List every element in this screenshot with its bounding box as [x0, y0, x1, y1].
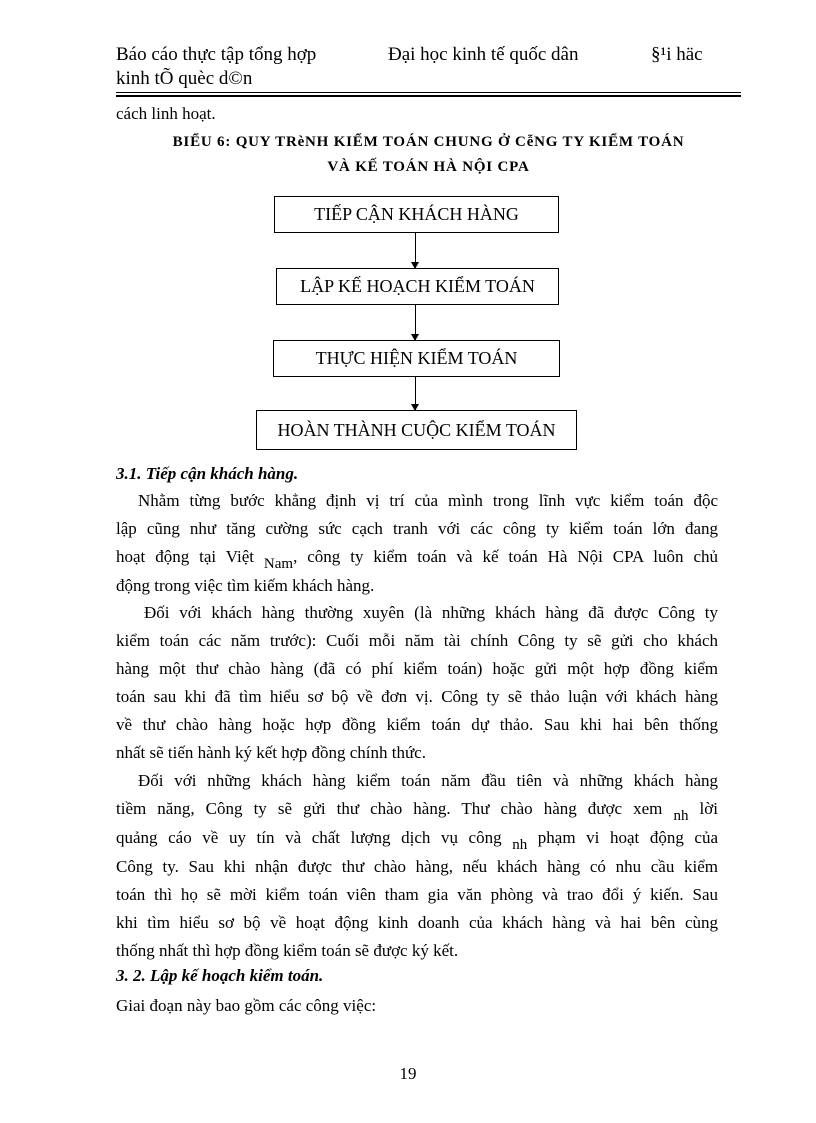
flow-arrow-3 [415, 376, 416, 410]
section-3-2-intro: Giai đoạn này bao gồm các công việc: [116, 996, 377, 1015]
p2-line-3: hàng một thư chào hàng (đã có phí kiểm toán) hoặc gửi một hợp đồng kiểm [116, 659, 718, 678]
p3-line-5: toán thì họ sẽ mời kiểm toán viên tham gia văn phòng và trao đổi ý kiến. Sau [116, 885, 718, 904]
header-right: §¹i häc [651, 44, 703, 65]
p3-line-6: khi tìm hiểu sơ bộ về hoạt động kinh doanh của khách hàng và hai bên cùng [116, 913, 718, 932]
p2-line-4: toán sau khi đã tìm hiểu sơ bộ về đơn vị. Công ty sẽ thảo luận với khách hàng [116, 687, 718, 706]
p1-line-3: hoạt động tại Việt Nam, công ty kiểm toán và kế toán Hà Nội CPA luôn chủ [116, 547, 718, 572]
p3-line-3: quảng cáo về uy tín và chất lượng dịch vụ công nh phạm vi hoạt động của [116, 828, 718, 853]
flow-arrow-1 [415, 232, 416, 268]
p2-line-1: Đối với khách hàng thường xuyên (là những khách hàng đã được Công ty [144, 603, 718, 622]
flow-step-2: LẬP KẾ HOẠCH KIỂM TOÁN [276, 268, 559, 305]
lead-text: cách linh hoạt. [116, 104, 216, 123]
section-heading-3-2: 3. 2. Lập kế hoạch kiểm toán. [116, 966, 324, 985]
p1-line-4: động trong việc tìm kiếm khách hàng. [116, 576, 375, 595]
p3-line-2: tiềm năng, Công ty sẽ gửi thư chào hàng. Thư chào hàng được xem nh lời [116, 799, 718, 824]
p3-line-4: Công ty. Sau khi nhận được thư chào hàng, nếu khách hàng có nhu cầu kiểm [116, 857, 718, 876]
paragraph-1 [116, 487, 718, 600]
p1-line-1: Nhằm từng bước khẳng định vị trí của mình trong lĩnh vực kiểm toán độc [138, 491, 718, 510]
p3-line-7: thống nhất thì hợp đồng kiểm toán sẽ được ký kết. [116, 941, 459, 960]
p3-line-1: Đối với những khách hàng kiểm toán năm đầu tiên và những khách hàng [138, 771, 718, 790]
page-number: 19 [399, 1064, 417, 1083]
diagram-caption-line1: BIỂU 6: QUY TRèNH KIỂM TOÁN CHUNG Ở CễNG TY KIỂM TOÁN [172, 134, 685, 150]
header-center: Đại học kinh tế quốc dân [388, 44, 579, 65]
header-left-line1: Báo cáo thực tập tổng hợp [116, 44, 317, 65]
paragraph-2 [116, 599, 718, 767]
header-left-line2: kinh tÕ quèc d©n [116, 68, 253, 89]
header-rule-thin [116, 92, 741, 93]
p2-line-6: nhất sẽ tiến hành ký kết hợp đồng chính thức. [116, 743, 426, 762]
paragraph-3 [116, 767, 718, 965]
flow-arrow-2 [415, 304, 416, 340]
diagram-caption-line2: VÀ KẾ TOÁN HÀ NỘI CPA [327, 159, 530, 175]
flow-step-1: TIẾP CẬN KHÁCH HÀNG [274, 196, 559, 233]
section-heading-3-1: 3.1. Tiếp cận khách hàng. [116, 464, 299, 483]
flow-step-3: THỰC HIỆN KIỂM TOÁN [273, 340, 560, 377]
flow-step-4: HOÀN THÀNH CUỘC KIỂM TOÁN [256, 410, 577, 450]
p2-line-2: kiểm toán các năm trước): Cuối mỗi năm tài chính Công ty sẽ gửi cho khách [116, 631, 718, 650]
header-rule-thick [116, 95, 741, 97]
p1-line-2: lập cũng như tăng cường sức cạch tranh với các công ty kiểm toán lớn đang [116, 519, 718, 538]
p2-line-5: về thư chào hàng hoặc hợp đồng kiểm toán dự thảo. Sau khi hai bên thống [116, 715, 718, 734]
